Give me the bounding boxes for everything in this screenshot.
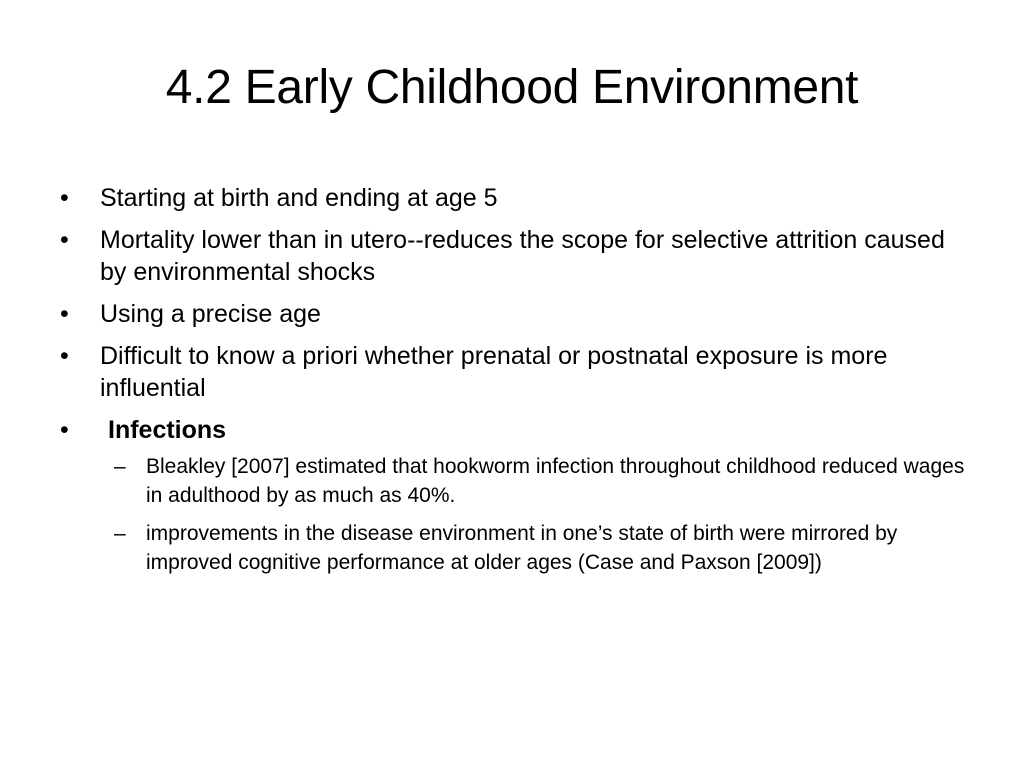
bullet-icon: •: [60, 416, 69, 444]
slide-title: 4.2 Early Childhood Environment: [165, 61, 859, 114]
list-item-infections: [58, 414, 968, 577]
bullet-icon: •: [60, 342, 69, 370]
sub-bullet-list: [100, 452, 968, 577]
bullet-text: Using a precise age: [100, 300, 321, 328]
bullet-text: Difficult to know a priori whether prenatal or postnatal exposure is more influential: [100, 342, 888, 402]
sub-list-item: [100, 519, 968, 577]
list-item: [58, 224, 968, 288]
bullet-icon: •: [60, 226, 69, 254]
sub-bullet-text: Bleakley [2007] estimated that hookworm infection throughout childhood reduced wages in adulthood by as much as 40%.: [146, 455, 965, 507]
bullet-icon: •: [60, 184, 69, 212]
list-item: [58, 298, 968, 330]
list-item: [58, 340, 968, 404]
slide-content: [58, 182, 968, 587]
sub-bullet-text: improvements in the disease environment in one’s state of birth were mirrored by improved cognitive performance at older ages (Case and Paxson [2009]): [146, 522, 898, 574]
list-item: [58, 182, 968, 214]
dash-icon: –: [114, 455, 126, 478]
bullet-text: Mortality lower than in utero--reduces the scope for selective attrition caused by environmental shocks: [100, 226, 945, 286]
sub-list-item: [100, 452, 968, 510]
dash-icon: –: [114, 522, 126, 545]
bullet-list: [58, 182, 968, 577]
bullet-text: Starting at birth and ending at age 5: [100, 184, 498, 212]
bullet-text: Infections: [108, 416, 227, 444]
bullet-icon: •: [60, 300, 69, 328]
